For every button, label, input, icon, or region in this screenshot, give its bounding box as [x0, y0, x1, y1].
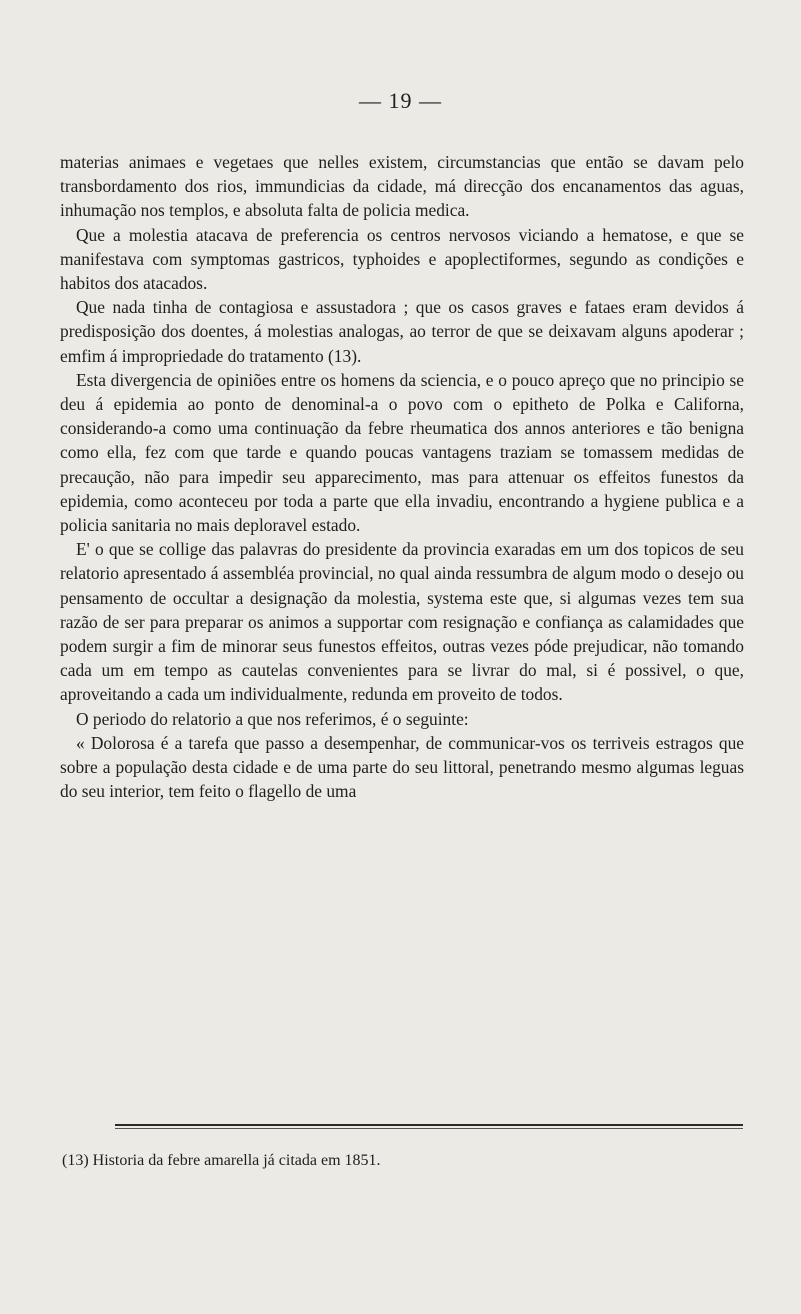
paragraph-4: Esta divergencia de opiniões entre os homens da sciencia, e o pouco apreço que no principio se deu á epidemia ao ponto de denominal-a o povo com o epitheto de Polka e Californa, considerando-a como uma continuação da febre rheumatica dos annos anteriores e tão benigna como ella, fez com que tarde e quando poucas vantagens traziam se tomassem medidas de precaução, não para impedir seu apparecimento, mas para attenuar os effeitos funestos da epidemia, como aconteceu por toda a parte que ella invadiu, encontrando a hygiene publica e a policia sanitaria no mais deploravel estado.: [60, 369, 744, 536]
footnote: (13) Historia da febre amarella já citada em 1851.: [62, 1152, 381, 1169]
page-number: — 19 —: [359, 88, 442, 113]
footnote-rule-thin: [115, 1128, 743, 1129]
paragraph-1: materias animaes e vegetaes que nelles existem, circumstancias que então se davam pelo transbordamento dos rios, immundicias da cidade, má direcção dos encanamentos das aguas, inhumação nos templos, e absoluta falta de policia medica.: [60, 152, 744, 221]
body-text: [60, 150, 744, 803]
paragraph-5: E' o que se collige das palavras do presidente da provincia exaradas em um dos topicos de seu relatorio apresentado á assembléa provincial, no qual ainda ressumbra de algum modo o desejo ou pensamento de occultar a designação da molestia, systema este que, si algumas vezes tem sua razão de ser para preparar os animos a supportar com resignação e confiança as calamidades que podem surgir a fim de minorar seus funestos effeitos, outras vezes póde prejudicar, não tomando cada um em tempo as cautelas convenientes para se livrar do mal, si é possivel, o que, aproveitando a cada um individualmente, redunda em proveito de todos.: [60, 539, 744, 705]
paragraph-3: Que nada tinha de contagiosa e assustadora ; que os casos graves e fataes eram devidos á predisposição dos doentes, á molestias analogas, ao terror de que se deixavam alguns apoderar ; emfim á impropriedade do tratamento (13).: [60, 297, 744, 366]
paragraph-2: Que a molestia atacava de preferencia os centros nervosos viciando a hematose, e que se manifestava com symptomas gastricos, typhoides e apoplectiformes, segundo as condições e habitos dos atacados.: [60, 224, 744, 294]
paragraph-7: « Dolorosa é a tarefa que passo a desempenhar, de communicar-vos os terriveis estragos que sobre a população desta cidade e de uma parte do seu littoral, penetrando mesmo algumas leguas do seu interior, tem feito o flagello de uma: [60, 732, 744, 802]
footnote-rule: [115, 1124, 743, 1126]
paragraph-6: O periodo do relatorio a que nos referimos, é o seguinte:: [76, 708, 469, 729]
